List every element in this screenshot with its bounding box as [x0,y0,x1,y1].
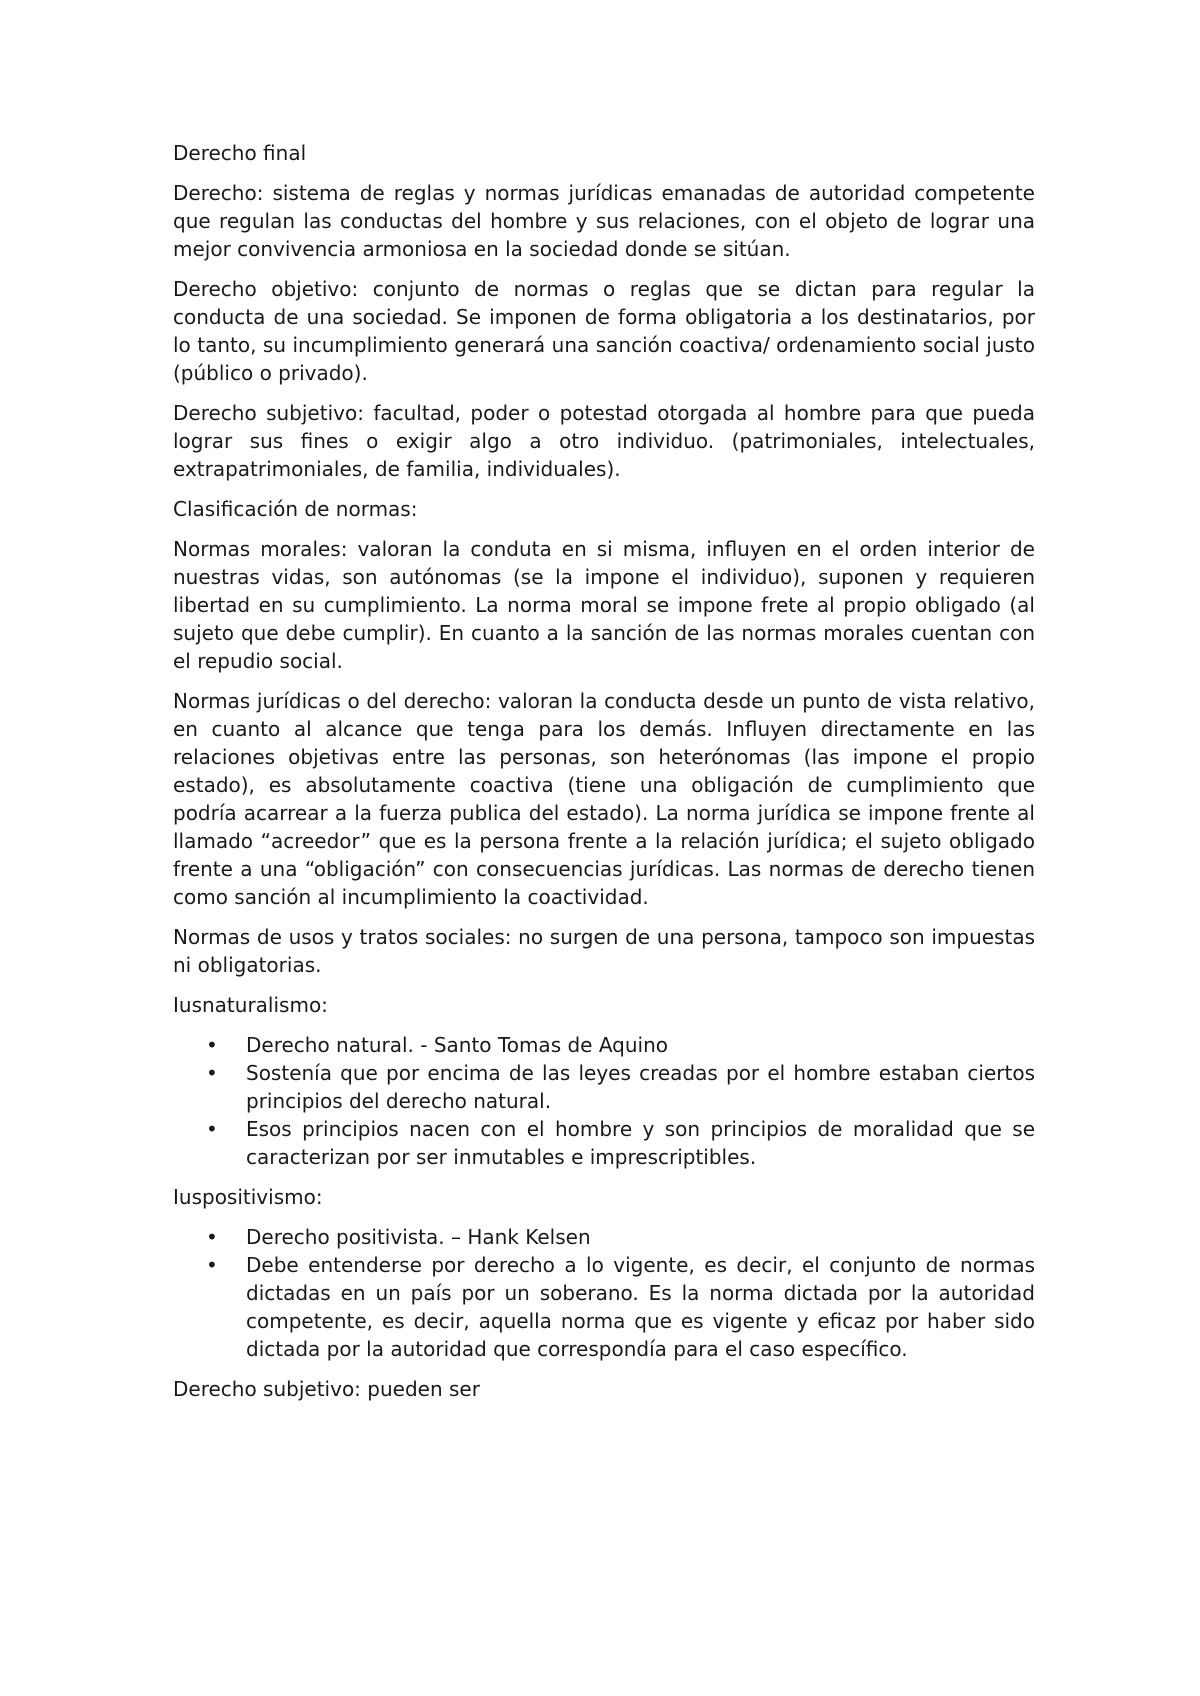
list-item [173,1223,1035,1251]
list-item-text: Sostenía que por encima de las leyes creadas por el hombre estaban ciertos principios del derecho natural. [246,1061,1035,1113]
bullet-icon: • [206,1225,218,1249]
list-item-text: Debe entenderse por derecho a lo vigente, es decir, el conjunto de normas dictadas en un país por un soberano. Es la norma dictada por la autoridad competente, es decir, aquella norma que es vigente y eficaz por haber sido dictada por la autoridad que correspondía para el caso específico. [246,1253,1035,1361]
iusnaturalismo-list [173,1031,1035,1171]
paragraph-derecho: Derecho: sistema de reglas y normas jurídicas emanadas de autoridad competente que regulan las conductas del hombre y sus relaciones, con el objeto de lograr una mejor convivencia armoniosa en la sociedad donde se sitúan. [173,181,1035,261]
bullet-icon: • [206,1033,218,1057]
paragraph-derecho-subjetivo: Derecho subjetivo: facultad, poder o potestad otorgada al hombre para que pueda lograr sus fines o exigir algo a otro individuo. (patrimoniales, intelectuales, extrapatrimoniales, de familia, individuales). [173,401,1035,481]
heading-iuspositivismo: Iuspositivismo: [173,1185,323,1209]
heading-iusnaturalismo: Iusnaturalismo: [173,993,328,1017]
bullet-icon: • [206,1253,218,1277]
list-item [173,1115,1035,1171]
paragraph-normas-juridicas: Normas jurídicas o del derecho: valoran la conducta desde un punto de vista relativo, en cuanto al alcance que tenga para los demás. Influyen directamente en las relaciones objetivas entre las personas, son heterónomas (las impone el propio estado), es absolutamente coactiva (tiene una obligación de cumplimiento que podría acarrear a la fuerza publica del estado). La norma jurídica se impone frente al llamado “acreedor” que es la persona frente a la relación jurídica; el sujeto obligado frente a una “obligación” con consecuencias jurídicas. Las normas de derecho tienen como sanción al incumplimiento la coactividad. [173,689,1035,909]
heading-clasificacion-normas: Clasificación de normas: [173,497,418,521]
list-item [173,1031,1035,1059]
document-page [173,139,1035,1415]
iuspositivismo-list [173,1223,1035,1363]
list-item-text: Esos principios nacen con el hombre y son principios de moralidad que se caracterizan por ser inmutables e imprescriptibles. [246,1117,1035,1169]
bullet-icon: • [206,1117,218,1141]
list-item-text: Derecho positivista. – Hank Kelsen [246,1225,591,1249]
list-item [173,1251,1035,1363]
bullet-icon: • [206,1061,218,1085]
list-item [173,1059,1035,1115]
paragraph-normas-morales: Normas morales: valoran la conduta en si misma, influyen en el orden interior de nuestras vidas, son autónomas (se la impone el individuo), suponen y requieren libertad en su cumplimiento. La norma moral se impone frete al propio obligado (al sujeto que debe cumplir). En cuanto a la sanción de las normas morales cuentan con el repudio social. [173,537,1035,673]
paragraph-normas-usos-sociales: Normas de usos y tratos sociales: no surgen de una persona, tampoco son impuestas ni obligatorias. [173,925,1035,977]
list-item-text: Derecho natural. - Santo Tomas de Aquino [246,1033,668,1057]
paragraph-derecho-objetivo: Derecho objetivo: conjunto de normas o reglas que se dictan para regular la conducta de una sociedad. Se imponen de forma obligatoria a los destinatarios, por lo tanto, su incumplimiento generará una sanción coactiva/ ordenamiento social justo (público o privado). [173,277,1035,385]
paragraph-closing: Derecho subjetivo: pueden ser [173,1377,480,1401]
document-title: Derecho final [173,141,307,165]
